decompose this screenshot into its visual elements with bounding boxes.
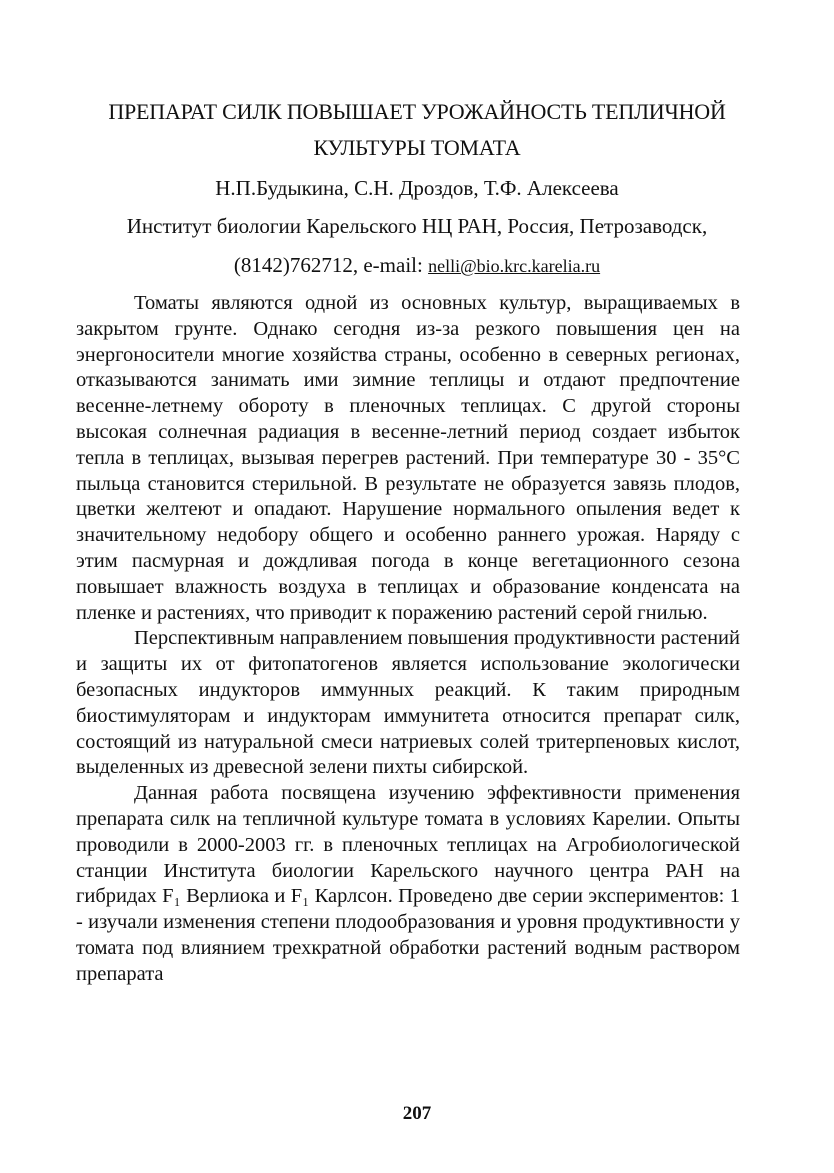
phone: (8142)762712, e-mail: (233, 253, 423, 277)
paper-title: ПРЕПАРАТ СИЛК ПОВЫШАЕТ УРОЖАЙНОСТЬ ТЕПЛИЧНОЙ КУЛЬТУРЫ ТОМАТА (108, 99, 726, 160)
authors: Н.П.Будыкина, С.Н. Дроздов, Т.Ф. Алексеева (215, 176, 619, 200)
body-text (76, 291, 740, 988)
paragraph: Томаты являются одной из основных культур, выращиваемых в закрытом грунте. Однако сегодня из-за резкого повышения цен на энергоносители многие хозяйства страны, особенно в северных регионах, отказываются занимать ими зимние теплицы и отдают предпочтение весенне-летнему обороту в пленочных теплицах. С другой стороны высокая солнечная радиация в весенне-летний период создает избыток тепла в теплицах, вызывая перегрев растений. При температуре 30 - 35°С пыльца становится стерильной. В результате не образуется завязь плодов, цветки желтеют и опадают. Нарушение нормального опыления ведет к значительному недобору общего и особенно раннего урожая. Наряду с этим пасмурная и дождливая погода в конце вегетационного сезона повышает влажность воздуха в теплицах и образование конденсата на пленке и растениях, что приводит к поражению растений серой гнилью. (76, 292, 740, 624)
email-link[interactable]: nelli@bio.krc.karelia.ru (428, 256, 601, 276)
paragraph: Данная работа посвящена изучению эффективности применения препарата силк на тепличной культуре томата в условиях Карелии. Опыты проводили в 2000-2003 гг. в пленочных теплицах на Агробиологической станции Института биологии Карельского научного центра РАН на гибридах F₁ Верлиока и F₁ Карлсон. Проведено две серии экспериментов: 1 - изучали изменения степени плодообразования и уровня продуктивности у томата под влиянием трехкратной обработки растений водным раствором препарата (76, 782, 740, 985)
paragraph: Перспективным направлением повышения продуктивности растений и защиты их от фитопатогенов является использование экологически безопасных индукторов иммунных реакций. К таким природным биостимуляторам и индукторам иммунитета относится препарат силк, состоящий из натуральной смеси натриевых солей тритерпеновых кислот, выделенных из древесной зелени пихты сибирской. (76, 627, 740, 779)
contact-line (78, 252, 756, 279)
affiliation: Институт биологии Карельского НЦ РАН, Россия, Петрозаводск, (126, 214, 708, 238)
page-number: 207 (402, 1103, 432, 1124)
